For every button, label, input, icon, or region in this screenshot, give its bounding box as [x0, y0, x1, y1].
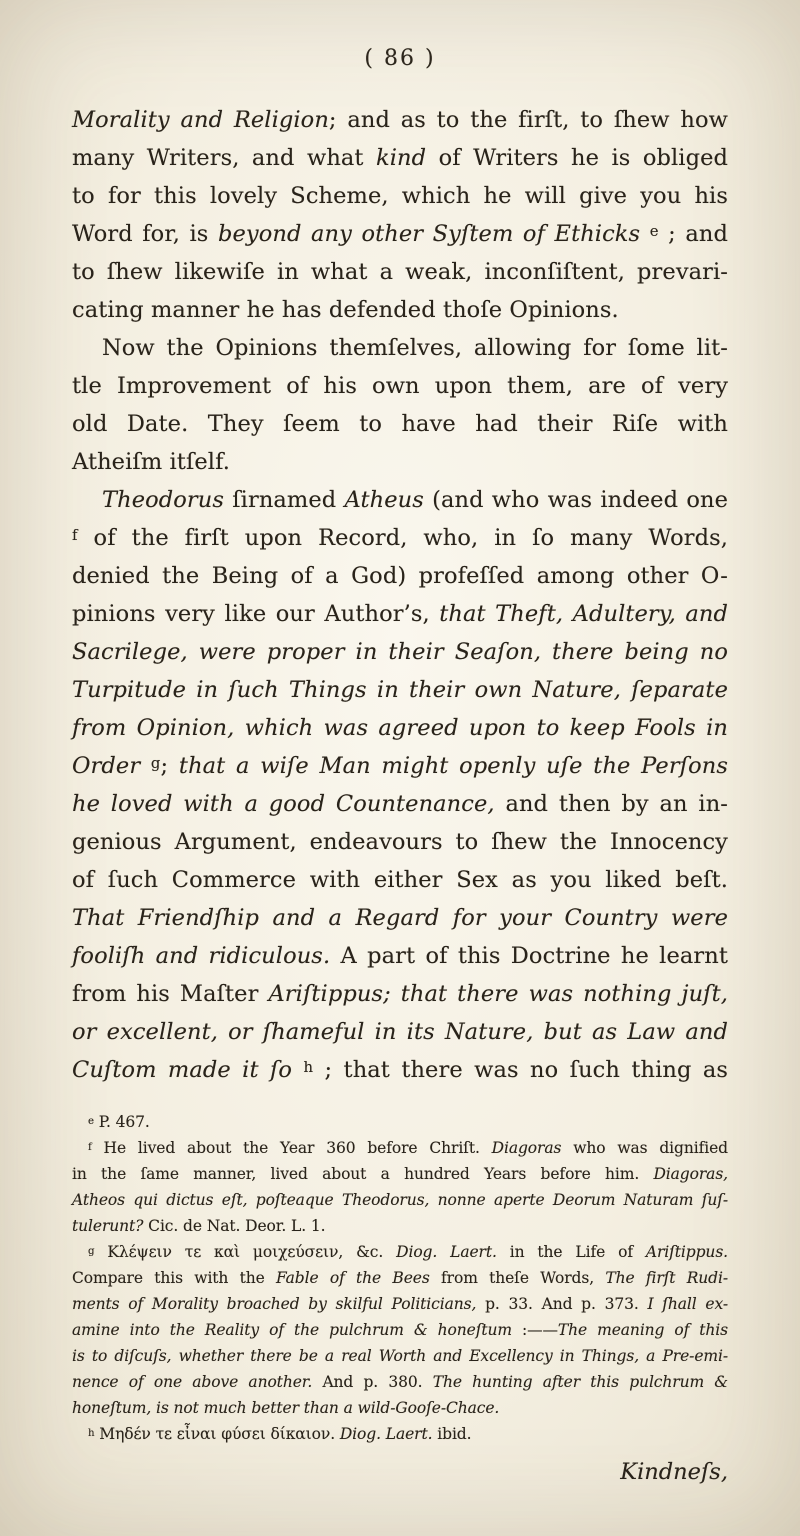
text-segment: beyond any other Syſtem of Ethicks [217, 221, 650, 247]
text-line [72, 595, 728, 633]
text-segment: he loved with a good Countenance, [72, 791, 495, 817]
text-line [72, 1369, 728, 1395]
text-line [72, 405, 728, 443]
footnote-marker: h [88, 1427, 95, 1439]
footnote-marker: g [150, 754, 161, 773]
text-line [72, 1317, 728, 1343]
text-segment: P. 467. [93, 1113, 150, 1131]
text-segment: The meaning of this [557, 1321, 729, 1339]
text-segment: Ariſtippus. [645, 1243, 728, 1261]
text-line [72, 481, 728, 519]
text-segment: ; that there was no ſuch thing as [313, 1057, 728, 1083]
text-segment: ſirnamed [224, 487, 345, 513]
text-segment: kind [376, 145, 427, 171]
text-segment: old Date. They ſeem to have had their Riſe with [72, 411, 728, 437]
text-line [72, 1239, 728, 1265]
text-line [72, 1187, 728, 1213]
text-line [72, 1161, 728, 1187]
text-segment: Μηδέν τε εἶναι φύσει δίκαιον. [94, 1425, 340, 1443]
text-line [72, 709, 728, 747]
text-line [72, 177, 728, 215]
paragraph [72, 329, 728, 481]
footnote-section [72, 1109, 728, 1447]
text-segment: that Theft, Adultery, and [439, 601, 728, 627]
text-segment: Diog. Laert. [396, 1243, 497, 1261]
text-segment: in the ſame manner, lived about a hundred Years before him. [72, 1165, 654, 1183]
text-segment: Diagoras, [653, 1165, 728, 1183]
text-segment: tle Improvement of his own upon them, are of very [72, 373, 728, 399]
text-segment: to for this lovely Scheme, which he will give you his [72, 183, 728, 209]
text-line [72, 367, 728, 405]
text-segment: pinions very like our Author’s, [72, 601, 440, 627]
text-line [72, 101, 728, 139]
text-line [72, 937, 728, 975]
text-segment: from Opinion, which was agreed upon to keep Fools in [72, 715, 728, 741]
text-segment: Κλέψειν τε καὶ μοιχεύσειν, &c. [94, 1243, 397, 1261]
text-line [72, 1109, 728, 1135]
text-line [72, 975, 728, 1013]
text-segment: Cic. de Nat. Deor. L. 1. [143, 1217, 326, 1235]
text-line [72, 1291, 728, 1317]
text-segment: Theodorus [102, 487, 225, 513]
text-segment: ; and [658, 221, 728, 247]
text-segment: in the Life of [496, 1243, 646, 1261]
text-segment: Word for, is [72, 221, 218, 247]
text-line [72, 291, 728, 329]
catchword: Kindneſs, [620, 1459, 728, 1485]
text-segment: I ſhall ex- [647, 1295, 728, 1313]
text-segment: ibid. [432, 1425, 472, 1443]
text-segment: many Writers, and what [72, 145, 377, 171]
catchword-row [72, 1459, 728, 1485]
text-line [72, 139, 728, 177]
text-segment: He lived about the Year 360 before Chriſt. [91, 1139, 492, 1157]
text-segment: Compare this with the [72, 1269, 277, 1287]
text-segment: Ariſtippus; that there was nothing juſt, [268, 981, 728, 1007]
footnote-marker: f [72, 526, 78, 545]
text-line [72, 519, 728, 557]
text-segment: that a wiſe Man might openly uſe the Perſons [178, 753, 728, 779]
paragraph [72, 481, 728, 1089]
text-line [72, 1343, 728, 1369]
text-segment: genious Argument, endeavours to ſhew the Innocency [72, 829, 728, 855]
paragraph [72, 101, 728, 329]
text-segment: Morality and Religion [72, 107, 329, 133]
text-segment: amine into the Reality of the pulchrum & honeſtum [72, 1321, 512, 1339]
text-segment: is to diſcuſs, whether there be a real Worth and Excellency in Things, a Pre-emi- [72, 1347, 728, 1365]
text-line [72, 557, 728, 595]
text-segment: tulerunt? [72, 1217, 144, 1235]
page-number: ( 86 ) [364, 46, 436, 71]
text-segment: p. 33. And p. 373. [476, 1295, 648, 1313]
paragraph [72, 1421, 728, 1447]
text-line [72, 1051, 728, 1089]
text-segment: Diog. Laert. [339, 1425, 433, 1443]
text-line [72, 1265, 728, 1291]
text-segment: And p. 380. [312, 1373, 433, 1391]
text-segment: Atheos qui dictus eſt, poſteaque Theodorus, nonne aperte Deorum Naturam ſuſ- [72, 1191, 728, 1209]
footnote-marker: h [303, 1058, 314, 1077]
text-segment: Diagoras [491, 1139, 562, 1157]
footnote-marker: e [649, 222, 659, 241]
text-line [72, 747, 728, 785]
text-segment: Sacrilege, were proper in their Seaſon, there being no [72, 639, 728, 665]
footnote-marker: e [88, 1115, 94, 1127]
text-segment: A part of this Doctrine he learnt [330, 943, 728, 969]
text-segment: of the firſt upon Record, who, in ſo many Words, [77, 525, 728, 551]
text-segment: :—— [511, 1321, 558, 1339]
text-segment: of Writers he is obliged [426, 145, 728, 171]
text-segment: to ſhew likewiſe in what a weak, inconſiſtent, prevari- [72, 259, 728, 285]
text-segment: Atheiſm itſelf. [72, 449, 230, 475]
text-segment: Cuſtom made it ſo [72, 1057, 304, 1083]
text-line [72, 861, 728, 899]
text-segment: ; and as to the firſt, to ſhew how [328, 107, 728, 133]
text-line [72, 823, 728, 861]
text-segment: of ſuch Commerce with either Sex as you liked beſt. [72, 867, 728, 893]
text-line [72, 785, 728, 823]
text-line [72, 671, 728, 709]
text-line [72, 253, 728, 291]
text-segment: cating manner he has defended thoſe Opinions. [72, 297, 619, 323]
text-segment: from his Maſter [72, 981, 269, 1007]
text-line [72, 443, 728, 481]
paragraph [72, 1135, 728, 1239]
text-segment: nence of one above another. [72, 1373, 313, 1391]
paragraph [72, 1109, 728, 1135]
text-line [72, 899, 728, 937]
text-segment: Order [72, 753, 151, 779]
text-line [72, 1395, 728, 1421]
body-text [72, 101, 728, 1089]
text-line [72, 215, 728, 253]
text-segment: or excellent, or ſhameful in its Nature, but as Law and [72, 1019, 728, 1045]
text-segment: Turpitude in ſuch Things in their own Nature, ſeparate [72, 677, 728, 703]
text-segment: ments of Morality broached by skilful Politicians, [72, 1295, 477, 1313]
text-segment: honeſtum, is not much better than a wild-Gooſe-Chace. [72, 1399, 500, 1417]
footnote-marker: f [88, 1141, 92, 1153]
text-segment: Now the Opinions themſelves, allowing for ſome lit- [102, 335, 728, 361]
footnote-marker: g [88, 1245, 95, 1257]
text-segment: That Friendſhip and a Regard for your Country were [72, 905, 728, 931]
text-line [72, 1135, 728, 1161]
text-segment: The hunting after this pulchrum & [432, 1373, 728, 1391]
text-segment: and then by an in- [494, 791, 728, 817]
text-line [72, 1421, 728, 1447]
text-segment: who was dignified [561, 1139, 728, 1157]
text-segment: fooliſh and ridiculous. [72, 943, 331, 969]
text-segment: Fable of the Bees [276, 1269, 430, 1287]
text-line [72, 633, 728, 671]
text-segment: from theſe Words, [429, 1269, 606, 1287]
text-line [72, 1213, 728, 1239]
text-segment: The firſt Rudi- [605, 1269, 728, 1287]
text-segment: denied the Being of a God) profeſſed among other O- [72, 563, 728, 589]
text-segment: Atheus [344, 487, 424, 513]
text-segment: ; [160, 753, 179, 779]
paragraph [72, 1239, 728, 1421]
text-line [72, 1013, 728, 1051]
text-line [72, 329, 728, 367]
text-segment: (and who was indeed one [423, 487, 728, 513]
